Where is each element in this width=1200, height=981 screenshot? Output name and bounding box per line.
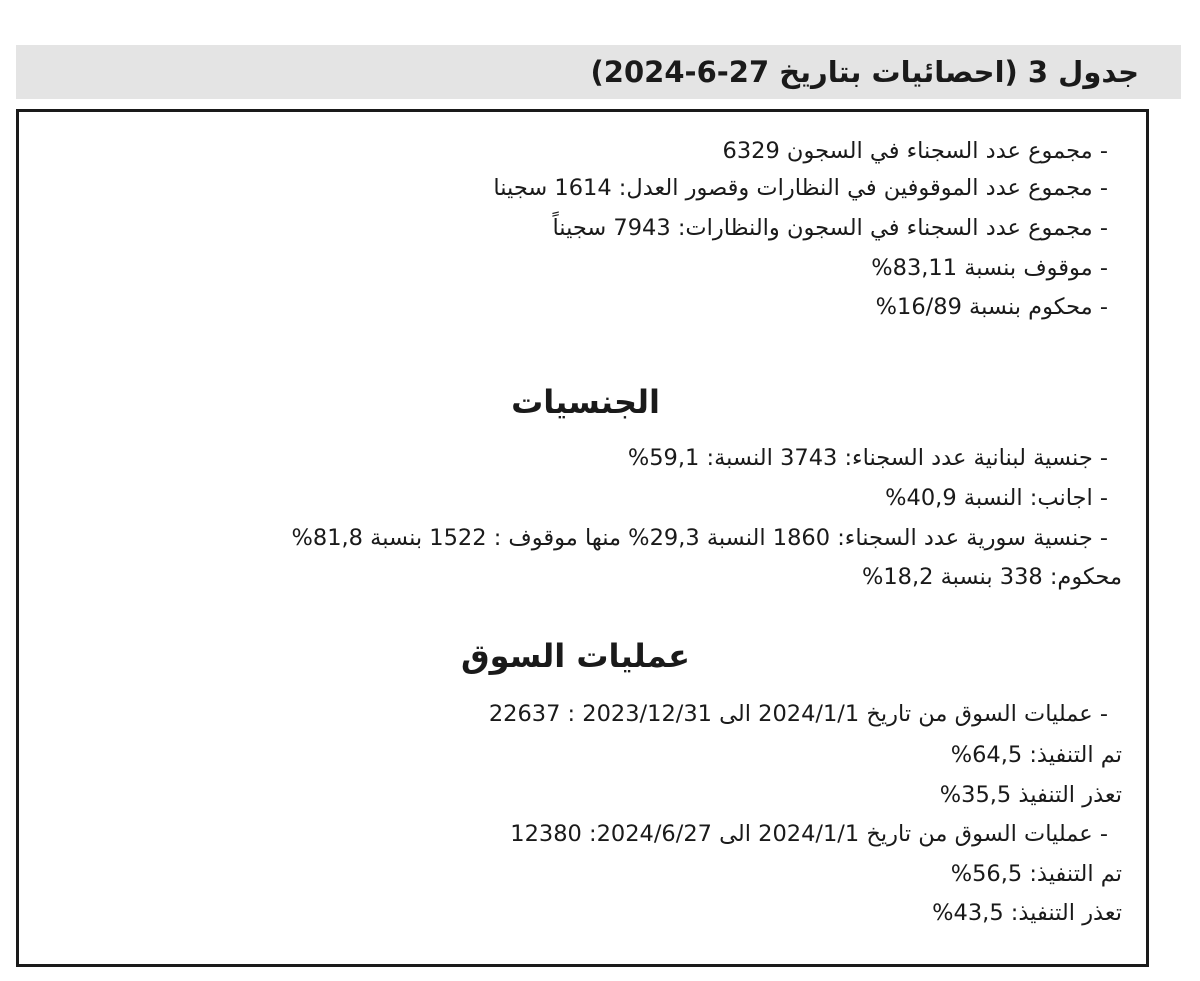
market-period-1-failed: تعذر التنفيذ 35,5% <box>939 782 1122 808</box>
table-title: جدول 3 (احصائيات بتاريخ 27-6-2024) <box>590 55 1139 89</box>
market-period-1: - عمليات السوق من تاريخ 2024/1/1 الى 2023/12/31 : 22637 <box>488 701 1108 727</box>
table-title-bar <box>16 45 1181 99</box>
prison-stat-total-all: - مجموع عدد السجناء في السجون والنظارات: 7943 سجيناً <box>552 215 1108 241</box>
nationality-syrian: - جنسية سورية عدد السجناء: 1860 النسبة 29,3% منها موقوف : 1522 بنسبة 81,8% <box>291 525 1108 551</box>
nationalities-heading: الجنسيات <box>511 383 660 421</box>
market-period-2-failed: تعذر التنفيذ: 43,5% <box>932 900 1122 926</box>
prison-stat-total-detained: - مجموع عدد الموقوفين في النظارات وقصور العدل: 1614 سجينا <box>493 175 1108 201</box>
market-period-2-executed: تم التنفيذ: 56,5% <box>950 861 1122 887</box>
nationality-syrian-sentenced: محكوم: 338 بنسبة 18,2% <box>861 564 1122 590</box>
market-heading: عمليات السوق <box>461 637 690 675</box>
nationality-foreign: - اجانب: النسبة 40,9% <box>885 485 1108 511</box>
nationality-lebanese: - جنسية لبنانية عدد السجناء: 3743 النسبة: 59,1% <box>627 445 1108 471</box>
prison-stat-total-prisons: - مجموع عدد السجناء في السجون 6329 <box>722 138 1108 164</box>
market-period-2: - عمليات السوق من تاريخ 2024/1/1 الى 2024/6/27: 12380 <box>510 821 1108 847</box>
prison-stat-detained-ratio: - موقوف بنسبة 83,11% <box>871 255 1108 281</box>
market-period-1-executed: تم التنفيذ: 64,5% <box>950 742 1122 768</box>
prison-stat-sentenced-ratio: - محكوم بنسبة 16/89% <box>875 294 1108 320</box>
